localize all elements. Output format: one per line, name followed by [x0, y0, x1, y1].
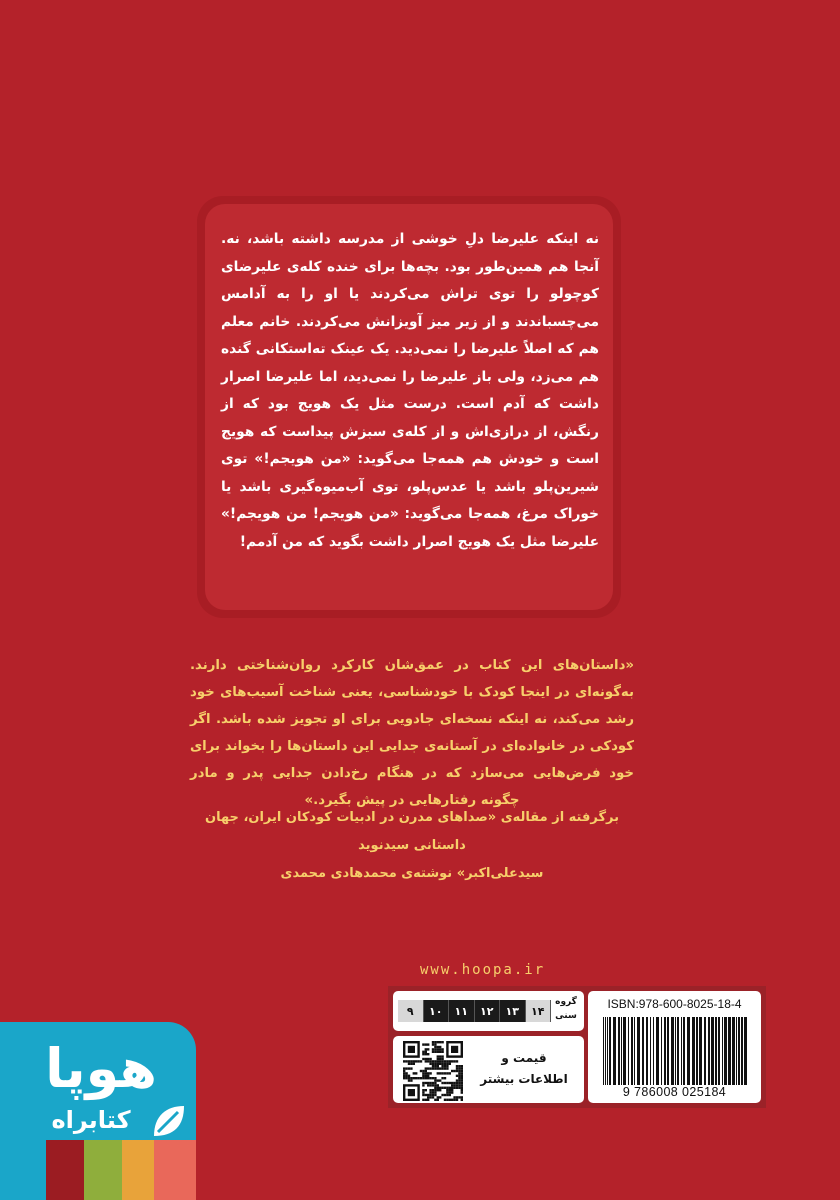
age-group-label: گروه سنی	[555, 997, 577, 1021]
age-cell: ۱۳	[500, 1000, 526, 1022]
stripe-coral	[154, 1140, 196, 1200]
story-excerpt-box	[197, 196, 621, 618]
quote-source	[190, 804, 634, 888]
stripe-blue	[0, 1140, 46, 1200]
quote-source-line-1: برگرفته از مقاله‌ی «صداهای مدرن در ادبیات کودکان ایران، جهان داستانی سیدنوید	[204, 810, 619, 853]
website-link[interactable]: www.hoopa.ir	[420, 962, 546, 978]
isbn-label: ISBN:978-600-8025-18-4	[607, 997, 742, 1011]
age-cell: ۱۱	[449, 1000, 475, 1022]
stripe-orange	[122, 1140, 154, 1200]
story-excerpt-inner	[205, 204, 613, 610]
ketabrah-logo: کتابراه	[51, 1106, 131, 1134]
qr-code-icon[interactable]	[403, 1041, 463, 1101]
barcode-icon	[601, 1017, 749, 1085]
age-group-strip	[398, 1000, 551, 1022]
quote-source-line-2: سیدعلی‌اکبر» نوشته‌ی محمدهادی محمدی	[280, 866, 544, 881]
leaf-icon	[148, 1102, 188, 1142]
publisher-logo-area	[0, 1022, 200, 1200]
barcode-box	[588, 991, 761, 1103]
qr-caption: قیمت و اطلاعات بیشتر	[480, 1051, 568, 1086]
stripe-red	[46, 1140, 84, 1200]
age-cell: ۹	[398, 1000, 424, 1022]
critic-quote: «داستان‌های این کتاب در عمق‌شان کارکرد روان‌شناختی دارند. به‌گونه‌ای در اینجا کودک با خودشناسی، یعنی شناخت آسیب‌های خود رشد می‌کند، نه اینکه نسخه‌ای جادویی برای او تجویز شده باشد. اگر کودکی در خانواده‌ای در آستانه‌ی جدایی این داستان‌ها را بخواند برای خود فرض‌هایی می‌سازد که در هنگام رخ‌دادن جدایی پدر و مادر چگونه رفتارهایی در پیش بگیرد.»	[190, 658, 634, 808]
stripe-green	[84, 1140, 122, 1200]
age-cell: ۱۰	[424, 1000, 450, 1022]
qr-box	[393, 1036, 584, 1103]
age-group-box	[393, 991, 584, 1031]
story-excerpt-text: نه اینکه علیرضا دلِ خوشی از مدرسه داشته باشد، نه. آنجا هم همین‌طور بود. بچه‌ها برای خنده کله‌ی علیرضای کوچولو را توی تراش می‌کردند یا او را به آدامس می‌چسباندند و از زیر میز آویزانش می‌کردند. خانم معلم هم که اصلاً علیرضا را نمی‌دید. یک عینک ته‌استکانی گنده هم می‌زد، ولی باز علیرضا را نمی‌دید، اما علیرضا اصرار داشت که آدم است. درست مثل یک هویج بود که از رنگش، از درازی‌اش و از کله‌ی سبزش پیداست که هویج است و خودش هم همه‌جا می‌گوید: «من هویجم!» توی شیرین‌پلو باشد یا عدس‌پلو، توی آب‌میوه‌گیری باشد یا خوراک مرغ، همه‌جا می‌گوید: «من هویجم! من هویجم!» علیرضا مثل یک هویج اصرار داشت بگوید که من آدمم!	[221, 231, 599, 550]
hoopa-logo: هوپا	[45, 1037, 157, 1100]
age-cell: ۱۲	[475, 1000, 501, 1022]
barcode-digits: 9 786008 025184	[622, 1085, 727, 1099]
age-cell: ۱۴	[526, 1000, 552, 1022]
info-panel	[388, 986, 766, 1108]
